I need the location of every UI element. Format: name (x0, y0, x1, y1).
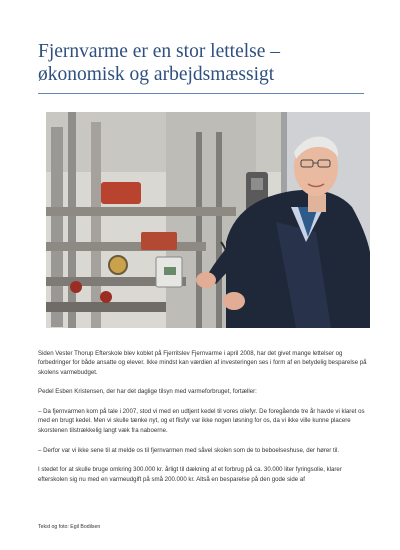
article-title (38, 40, 368, 86)
article-title-line-1: Fjernvarme er en stor lettelse – (38, 41, 281, 62)
paragraph-3: – Da fjernvarmen kom på tale i 2007, stod vi med en udtjent kedel til vores oliefyr. De foregående tre år havde vi klaret os med en brugt kedel. Men vi skulle tænke nyt, og et flisfyr var ikke nogen løsning for os, da vi ikke ville kunne placere skorstenen tilstrækkelig langt væk fra naboerne. (38, 408, 365, 434)
title-divider (38, 93, 364, 94)
paragraph-1: Siden Vester Thorup Efterskole blev koblet på Fjerritslev Fjernvarme i april 2008, har det givet mange lettelser og forbedringer for både ansatte og elever. Ikke mindst kan værdien af investeringen ses i form af en betydelig besparelse på skolens varmebudget. (38, 350, 367, 376)
photo-credit: Tekst og foto: Egil Bodilsen (38, 524, 101, 530)
article-photo (46, 112, 370, 328)
paragraph-5: I stedet for at skulle bruge omkring 300.000 kr. årligt til dækning af et forbrug på ca. 30.000 liter fyringsolie, klarer efterskolen sig nu med en varmeudgift på små 200.000 kr. Altså en besparelse på den gode side af (38, 466, 342, 483)
paragraph-4: – Derfor var vi ikke sene til at melde os til fjernvarmen med såvel skolen som de to beboelseshuse, der hører til. (38, 446, 340, 454)
paragraph-2: Pedel Esben Kristensen, der har det daglige tilsyn med varmeforbruget, fortæller: (38, 388, 257, 396)
article-title-line-2: økonomisk og arbejdsmæssigt (38, 64, 275, 85)
article-body (38, 349, 368, 494)
